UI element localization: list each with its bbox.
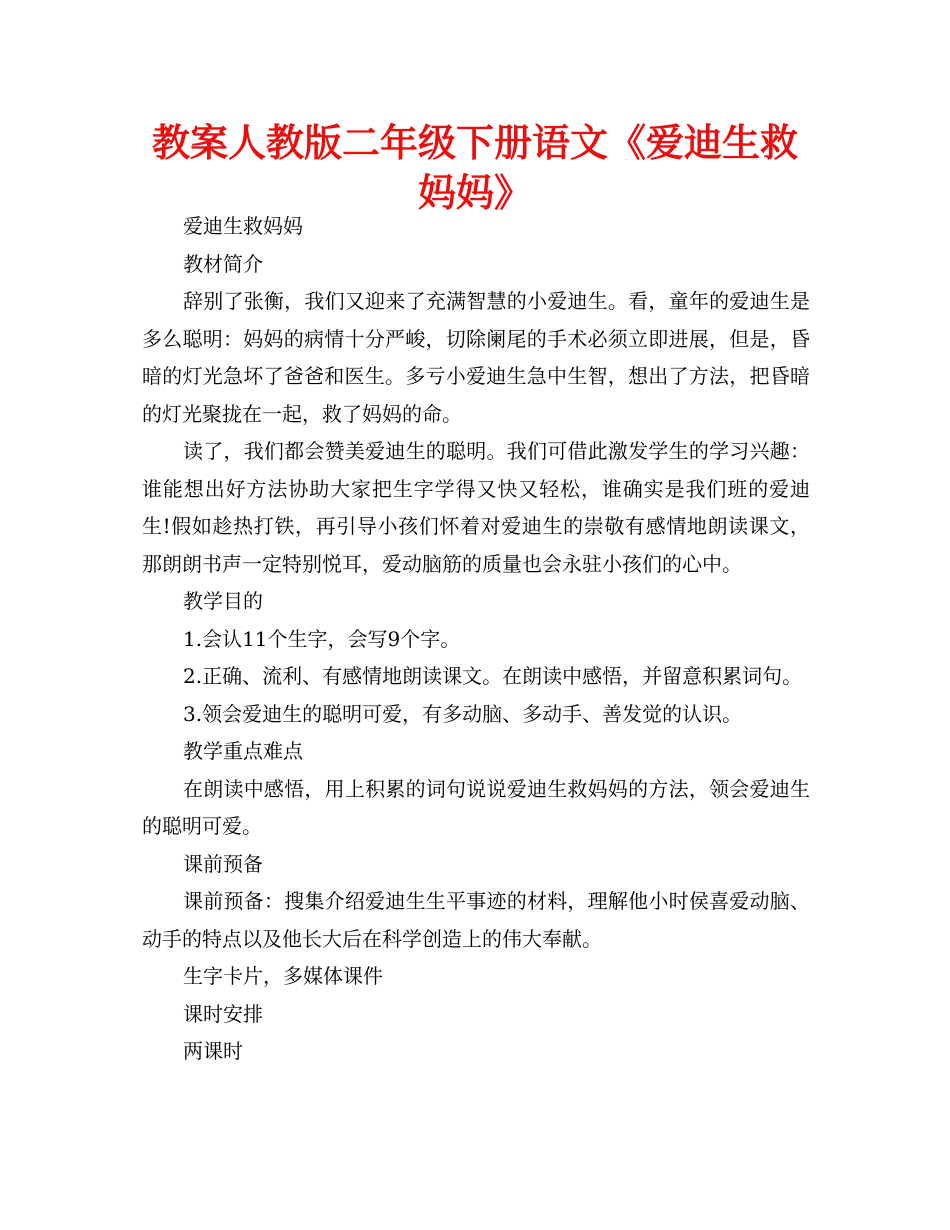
- body-paragraph: 生字卡片，多媒体课件: [183, 964, 383, 988]
- section-heading: 教学目的: [183, 589, 263, 613]
- list-item: 3.领会爱迪生的聪明可爱，有多动脑、多动手、善发觉的认识。: [183, 701, 743, 726]
- body-paragraph: 在朗读中感悟，用上积累的词句说说爱迪生救妈妈的方法，领会爱迪生的聪明可爱。: [142, 776, 810, 838]
- body-paragraph: 两课时: [183, 1039, 243, 1063]
- section-heading: 课时安排: [183, 1001, 263, 1026]
- section-heading: 教学重点难点: [183, 739, 303, 763]
- list-item: 1.会认11个生字，会写9个字。: [183, 626, 461, 651]
- body-paragraph: 辞别了张衡，我们又迎来了充满智慧的小爱迪生。看，童年的爱迪生是多么聪明：妈妈的病情十分严峻，切除阑尾的手术必须立即进展，但是，昏暗的灯光急坏了爸爸和医生。多亏小爱迪生急中生智，想出了方法，把昏暗的灯光聚拢在一起，救了妈妈的命。: [142, 289, 810, 426]
- section-heading: 课前预备: [183, 851, 263, 876]
- document-body: [142, 208, 810, 1071]
- body-paragraph: 读了，我们都会赞美爱迪生的聪明。我们可借此激发学生的学习兴趣：谁能想出好方法协助大家把生字学得又快又轻松，谁确实是我们班的爱迪生!假如趁热打铁，再引导小孩们怀着对爱迪生的崇敬有感情地朗读课文，那朗朗书声一定特别悦耳，爱动脑筋的质量也会永驻小孩们的心中。: [142, 439, 810, 576]
- lesson-name: 爱迪生救妈妈: [183, 214, 303, 238]
- body-paragraph: 课前预备：搜集介绍爱迪生生平事迹的材料，理解他小时侯喜爱动脑、动手的特点以及他长大后在科学创造上的伟大奉献。: [142, 889, 810, 951]
- document-title: 教案人教版二年级下册语文《爱迪生救妈妈》: [151, 121, 798, 215]
- section-heading: 教材简介: [183, 251, 263, 276]
- list-item: 2.正确、流利、有感情地朗读课文。在朗读中感悟，并留意积累词句。: [183, 664, 803, 688]
